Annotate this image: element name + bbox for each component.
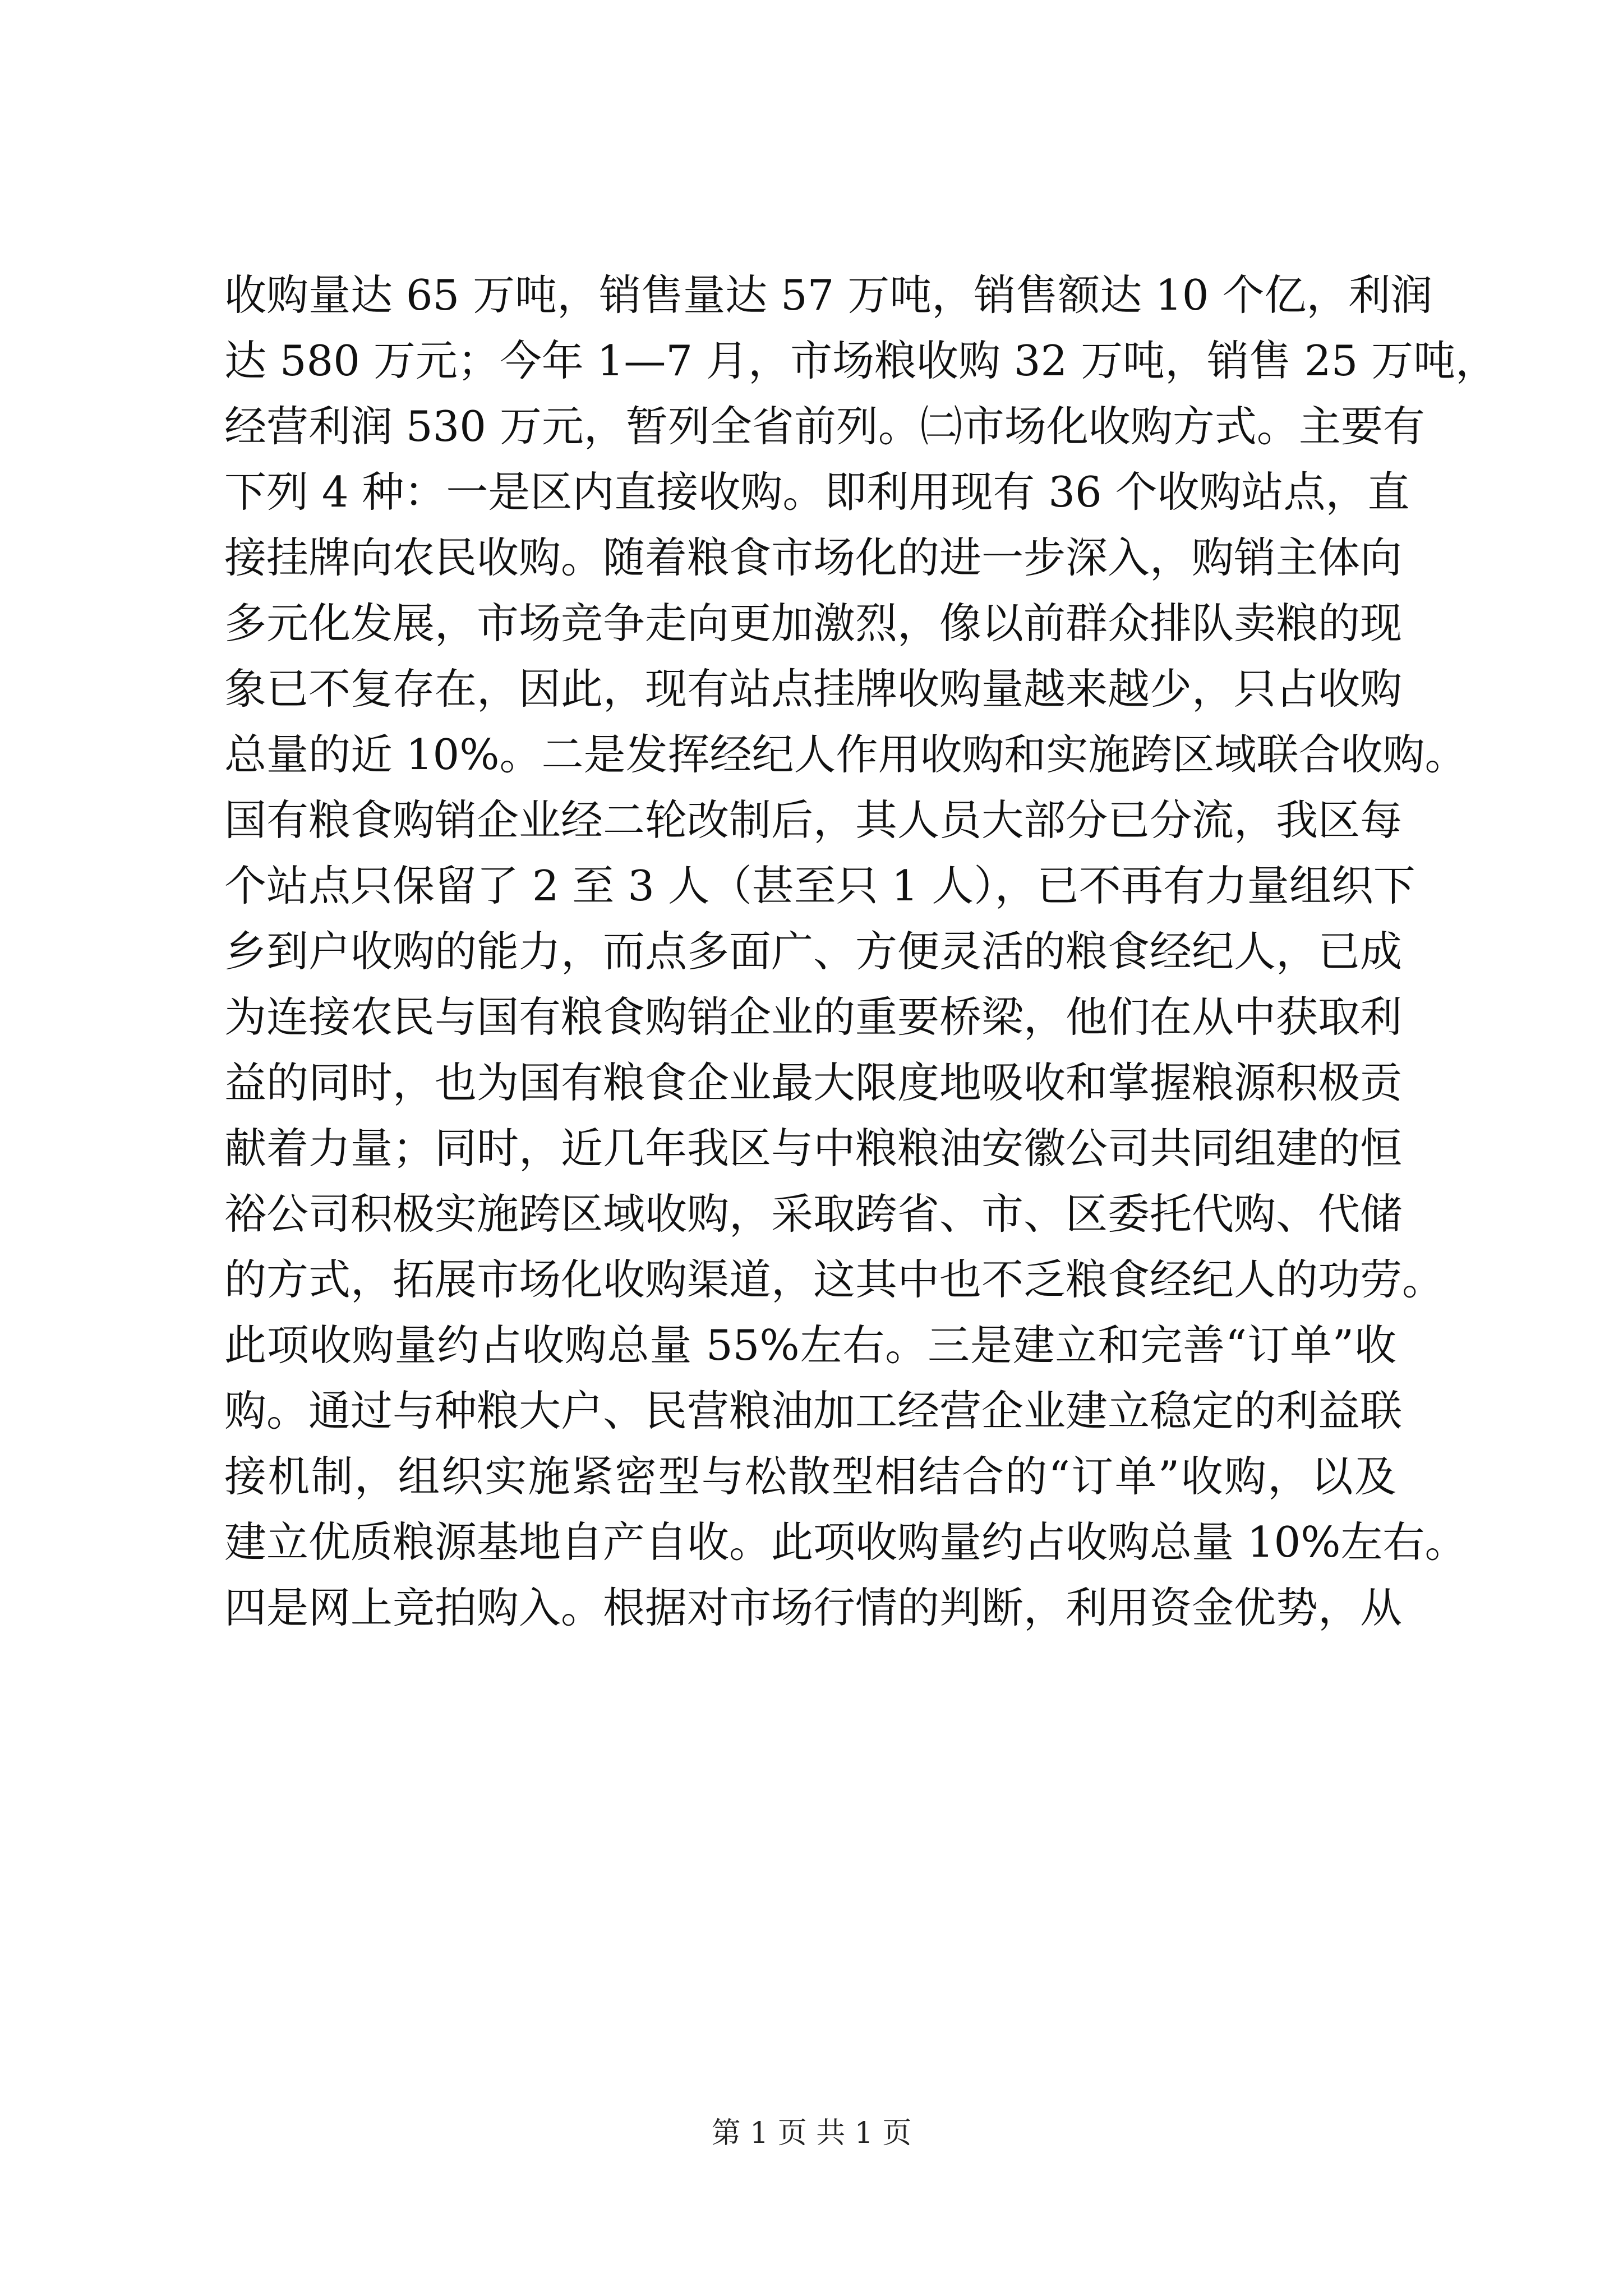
text-line: 达 580 万元；今年 1—7 月，市场粮收购 32 万吨，销售 25 万吨， — [224, 336, 1498, 385]
body-paragraph — [224, 263, 1498, 1641]
text-line: 乡到户收购的能力，而点多面广、方便灵活的粮食经纪人，已成 — [224, 927, 1403, 976]
text-line: 的方式，拓展市场化收购渠道，这其中也不乏粮食经纪人的功劳。 — [224, 1255, 1445, 1304]
text-line: 个站点只保留了 2 至 3 人（甚至只 1 人），已不再有力量组织下 — [224, 861, 1415, 910]
text-line: 建立优质粮源基地自产自收。此项收购量约占收购总量 10%左右。 — [224, 1517, 1467, 1567]
text-line: 为连接农民与国有粮食购销企业的重要桥梁，他们在从中获取利 — [224, 992, 1403, 1042]
text-line: 国有粮食购销企业经二轮改制后，其人员大部分已分流，我区每 — [224, 795, 1403, 845]
text-line: 总量的近 10%。二是发挥经纪人作用收购和实施跨区域联合收购。 — [224, 730, 1467, 779]
text-line: 收购量达 65 万吨，销售量达 57 万吨，销售额达 10 个亿，利润 — [224, 270, 1433, 320]
text-line: 下列 4 种：一是区内直接收购。即利用现有 36 个收购站点，直 — [224, 467, 1410, 517]
text-line: 接机制，组织实施紧密型与松散型相结合的“订单”收购，以及 — [224, 1452, 1396, 1501]
text-line: 益的同时，也为国有粮食企业最大限度地吸收和掌握粮源积极贡 — [224, 1058, 1403, 1107]
text-line: 献着力量；同时，近几年我区与中粮粮油安徽公司共同组建的恒 — [224, 1124, 1403, 1173]
text-line: 多元化发展，市场竞争走向更加激烈，像以前群众排队卖粮的现 — [224, 599, 1403, 648]
text-line: 经营利润 530 万元，暂列全省前列。㈡市场化收购方式。主要有 — [224, 402, 1425, 451]
page-footer: 第 1 页 共 1 页 — [711, 2116, 912, 2150]
text-line: 象已不复存在，因此，现有站点挂牌收购量越来越少，只占收购 — [224, 664, 1403, 714]
text-line: 接挂牌向农民收购。随着粮食市场化的进一步深入，购销主体向 — [224, 533, 1403, 582]
text-line: 裕公司积极实施跨区域收购，采取跨省、市、区委托代购、代储 — [224, 1189, 1403, 1239]
text-line: 购。通过与种粮大户、民营粮油加工经营企业建立稳定的利益联 — [224, 1386, 1403, 1435]
text-line: 此项收购量约占收购总量 55%左右。三是建立和完善“订单”收 — [224, 1320, 1396, 1370]
text-line: 四是网上竞拍购入。根据对市场行情的判断，利用资金优势，从 — [224, 1583, 1403, 1632]
